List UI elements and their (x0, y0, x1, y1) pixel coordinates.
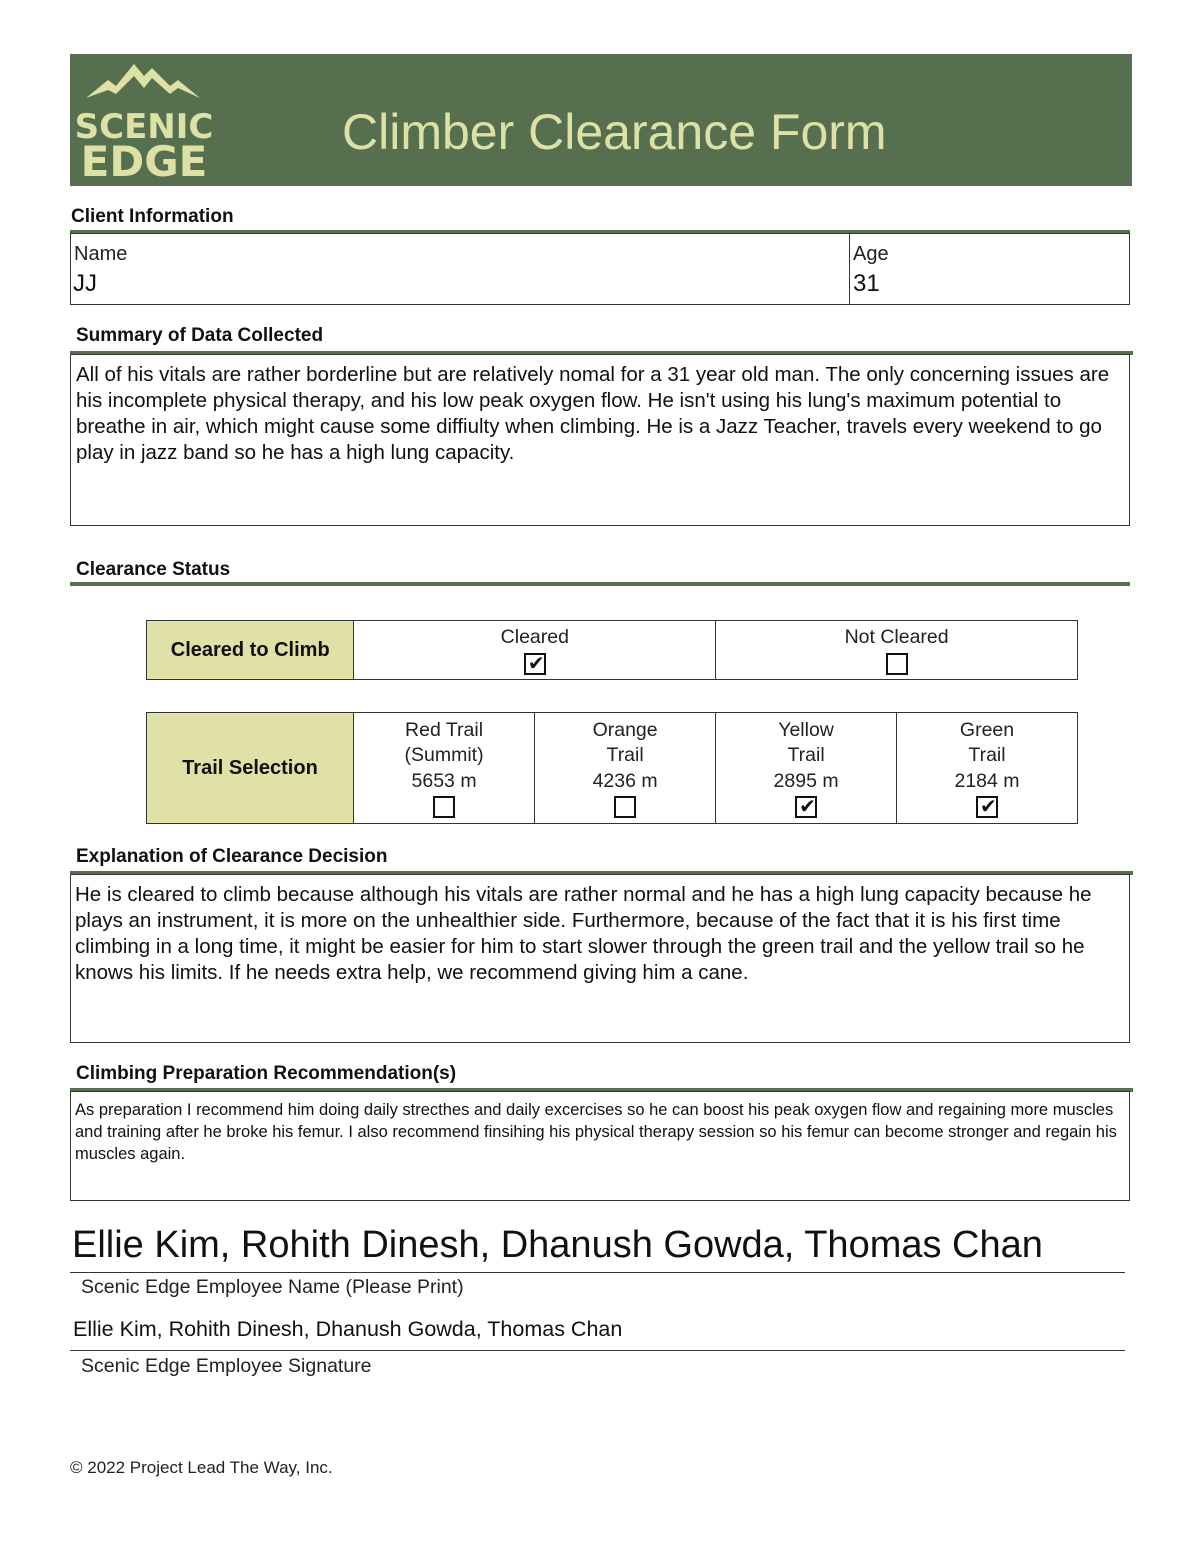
trail-red[interactable] (353, 713, 534, 824)
trail-green-line2: Trail (968, 744, 1006, 767)
trail-yellow-line3: 2895 m (773, 769, 839, 792)
svg-text:EDGE: EDGE (80, 137, 208, 186)
option-not-cleared[interactable] (716, 621, 1078, 680)
scenic-edge-logo (74, 60, 214, 186)
name-field[interactable] (70, 233, 850, 305)
employee-printed-name[interactable]: Ellie Kim, Rohith Dinesh, Dhanush Gowda, Thomas Chan (72, 1224, 1043, 1266)
summary-textbox[interactable] (70, 354, 1130, 526)
explanation-text: He is cleared to climb because although his vitals are rather normal and he has a high lung capacity because he plays an instrument, it is more on the unhealthier side. Furthermore, because of the fact that it is his first time climbing in a long time, it might be easier for him to start slower through the green trail and the yellow trail so he knows his limits. If he needs extra help, we recommend giving him a cane. (75, 883, 1092, 984)
employee-signature[interactable]: Ellie Kim, Rohith Dinesh, Dhanush Gowda, Thomas Chan (73, 1317, 623, 1341)
explanation-textbox[interactable] (70, 874, 1130, 1043)
trail-orange-line1: Orange (592, 718, 658, 741)
clearance-heading: Clearance Status (76, 559, 231, 580)
age-field[interactable] (849, 233, 1130, 305)
summary-text: All of his vitals are rather borderline but are relatively nomal for a 31 year old man. The only concerning issues are his incomplete physical therapy, and his low peak oxygen flow. He isn't using his lung's maximum potential to breathe in air, which might cause some diffiulty when climbing. He is a Jazz Teacher, travels every weekend to go play in jazz band so he has a high lung capacity. (76, 363, 1110, 464)
cleared-checkbox[interactable] (524, 650, 546, 675)
checkmark-icon: ✔ (980, 794, 997, 819)
trail-yellow-line1: Yellow (778, 718, 834, 741)
trail-green-checkbox[interactable] (976, 796, 998, 818)
name-value: JJ (73, 270, 97, 297)
recommendations-heading: Climbing Preparation Recommendation(s) (76, 1063, 457, 1084)
not-cleared-label: Not Cleared (844, 626, 949, 649)
trail-yellow-line2: Trail (787, 744, 825, 767)
cleared-label: Cleared (500, 626, 569, 649)
clearance-table (146, 620, 1078, 680)
trail-red-line3: 5653 m (411, 769, 477, 792)
clearance-rule (70, 582, 1130, 586)
checkmark-icon: ✔ (527, 650, 545, 675)
trail-yellow[interactable] (716, 713, 897, 824)
svg-text:SCENIC: SCENIC (74, 107, 214, 147)
printed-name-line (70, 1272, 1125, 1273)
age-label: Age (853, 243, 889, 265)
trail-yellow-checkbox[interactable] (795, 796, 817, 818)
not-cleared-checkbox[interactable] (886, 653, 908, 675)
recommendations-textbox[interactable] (70, 1091, 1130, 1201)
copyright-footer: © 2022 Project Lead The Way, Inc. (70, 1458, 333, 1477)
trail-selection-label: Trail Selection (147, 713, 354, 824)
trail-red-line1: Red Trail (405, 718, 484, 741)
trail-orange-line3: 4236 m (592, 769, 658, 792)
recommendations-text: As preparation I recommend him doing daily strecthes and daily excercises so he can boost his peak oxygen flow and regaining more muscles and training after he broke his femur. I also recommend finsihing his physical therapy session so his femur can become stronger and regain his muscles again. (75, 1101, 1117, 1163)
trail-green-line1: Green (959, 718, 1015, 741)
trail-orange-line2: Trail (606, 744, 644, 767)
trail-table (146, 712, 1078, 824)
explanation-heading: Explanation of Clearance Decision (76, 846, 388, 867)
age-value: 31 (853, 270, 880, 297)
trail-red-checkbox[interactable] (433, 796, 455, 818)
signature-caption: Scenic Edge Employee Signature (81, 1355, 372, 1377)
summary-heading: Summary of Data Collected (76, 325, 324, 346)
signature-line (70, 1350, 1125, 1351)
trail-green[interactable] (897, 713, 1078, 824)
option-cleared[interactable] (354, 621, 716, 680)
name-label: Name (74, 243, 128, 265)
client-info-heading: Client Information (71, 206, 234, 227)
trail-orange[interactable] (535, 713, 716, 824)
trail-green-line3: 2184 m (954, 769, 1020, 792)
trail-red-line2: (Summit) (404, 744, 484, 767)
cleared-to-climb-label: Cleared to Climb (147, 621, 354, 680)
checkmark-icon: ✔ (799, 794, 816, 819)
trail-orange-checkbox[interactable] (614, 796, 636, 818)
printed-name-caption: Scenic Edge Employee Name (Please Print) (81, 1276, 464, 1298)
form-title: Climber Clearance Form (342, 104, 887, 160)
